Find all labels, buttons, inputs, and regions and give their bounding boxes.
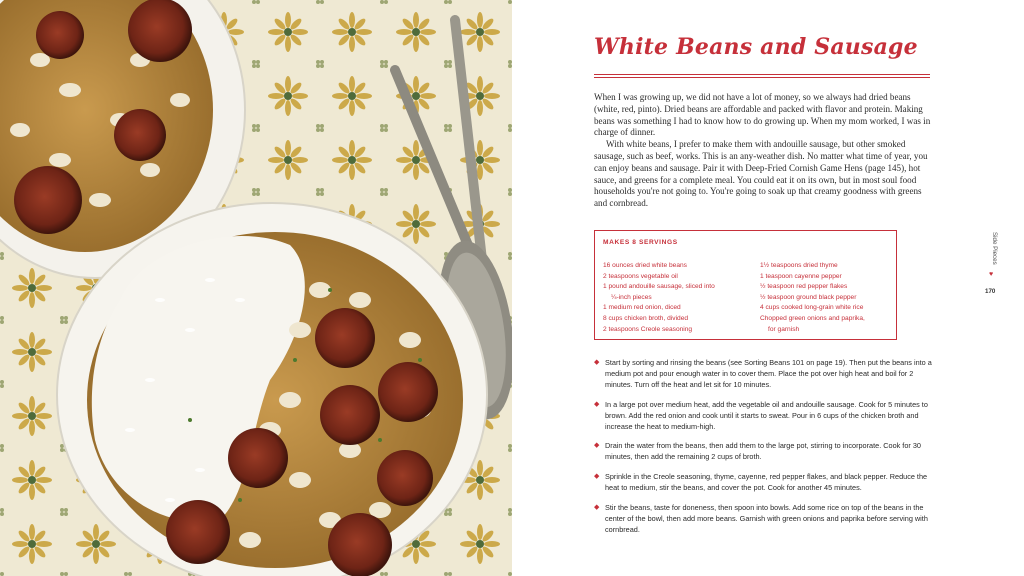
ingredients-box — [594, 230, 897, 340]
ingredient-item: Chopped green onions and paprika, — [760, 314, 865, 322]
ingredient-item: 16 ounces dried white beans — [603, 262, 687, 269]
page-number: 170 — [985, 288, 996, 295]
diamond-bullet-icon: ◆ — [594, 359, 600, 366]
ingredient-item: 1 pound andouille sausage, sliced into — [603, 283, 715, 291]
step-item: ◆ In a large pot over medium heat, add the vegetable oil and andouille sausage. Cook for 5 minutes to brown. Add the red onion and cook until it starts to sweat. Pour in 6 cups of the chicken broth and increase the heat to medium-high. — [594, 399, 928, 431]
ingredient-item: ½ teaspoon red pepper flakes — [760, 283, 848, 291]
step-item: ◆ Stir the beans, taste for doneness, then spoon into bowls. Add some rice on top of the beans in the center of the bowl, then add more beans. Garnish with green onions and paprika before serving with cornbread. — [594, 503, 928, 534]
main-bowl — [57, 203, 487, 576]
ingredient-item: 2 teaspoons Creole seasoning — [603, 325, 693, 333]
title-rule — [594, 74, 930, 78]
recipe-intro — [594, 92, 932, 210]
ingredient-item: for garnish — [768, 325, 800, 333]
heart-icon: ♥ — [989, 270, 994, 278]
diamond-bullet-icon: ◆ — [594, 442, 600, 450]
ingredient-item: 4 cups cooked long-grain white rice — [760, 304, 864, 312]
intro-paragraph: When I was growing up, we did not have a lot of money, so we always had dried beans (white, red, pinto). Dried beans are affordable and packed with flavor and protein. Making beans was something I had to know how to do growing up. When my mom worked, I was in charge of dinner. — [594, 92, 931, 138]
recipe-title: White Beans and Sausage — [594, 34, 918, 60]
ingredient-item: 1 teaspoon cayenne pepper — [760, 272, 842, 280]
step-item: ◆ Start by sorting and rinsing the beans (see Sorting Beans 101 on page 19). Then put the beans into a medium pot and pour enough water in to cover them. Place the pot over high heat and boil for 2 minutes. Turn off the heat and let sit for 10 minutes. — [594, 358, 932, 389]
ingredient-item: 8 cups chicken broth, divided — [603, 314, 689, 322]
diamond-bullet-icon: ◆ — [594, 400, 600, 408]
ingredient-item: 1½ teaspoons dried thyme — [760, 262, 838, 269]
ingredient-item: 1 medium red onion, diced — [603, 304, 681, 312]
diamond-bullet-icon: ◆ — [594, 504, 600, 512]
recipe-page — [512, 0, 1024, 576]
servings-label: MAKES 8 SERVINGS — [603, 239, 678, 246]
step-item: ◆ Sprinkle in the Creole seasoning, thyme, cayenne, red pepper flakes, and black pepper. Reduce the heat to medium, stir the beans, and cover the pot. Cook for another 45 minutes. — [594, 472, 928, 493]
ingredients-list-left — [603, 261, 753, 335]
ingredients-list-right — [760, 261, 895, 335]
section-label: Side Pieces — [991, 232, 998, 265]
ingredient-item: ½ teaspoon ground black pepper — [760, 293, 857, 301]
intro-paragraph: With white beans, I prefer to make them with andouille sausage, but other smoked sausage, such as beef, works. This is an any-weather dish. No matter what time of year, you can enjoy beans and sausage. Pair it with Deep-Fried Cornish Game Hens (page 145), hot sauce, and greens for a complete meal. You could eat it on its own, but in most soul food households you're not going to. You're going to soak up that creamy goodness with greens and cornbread. — [594, 139, 928, 209]
step-item: ◆ Drain the water from the beans, then add them to the large pot, stirring to incorporate. Cook for 30 minutes, then add the remaining 2 cups of broth. — [594, 441, 921, 462]
ingredient-item: ¼-inch pieces — [611, 293, 652, 301]
recipe-steps — [594, 358, 934, 545]
diamond-bullet-icon: ◆ — [594, 473, 600, 481]
ingredient-item: 2 teaspoons vegetable oil — [603, 272, 678, 280]
